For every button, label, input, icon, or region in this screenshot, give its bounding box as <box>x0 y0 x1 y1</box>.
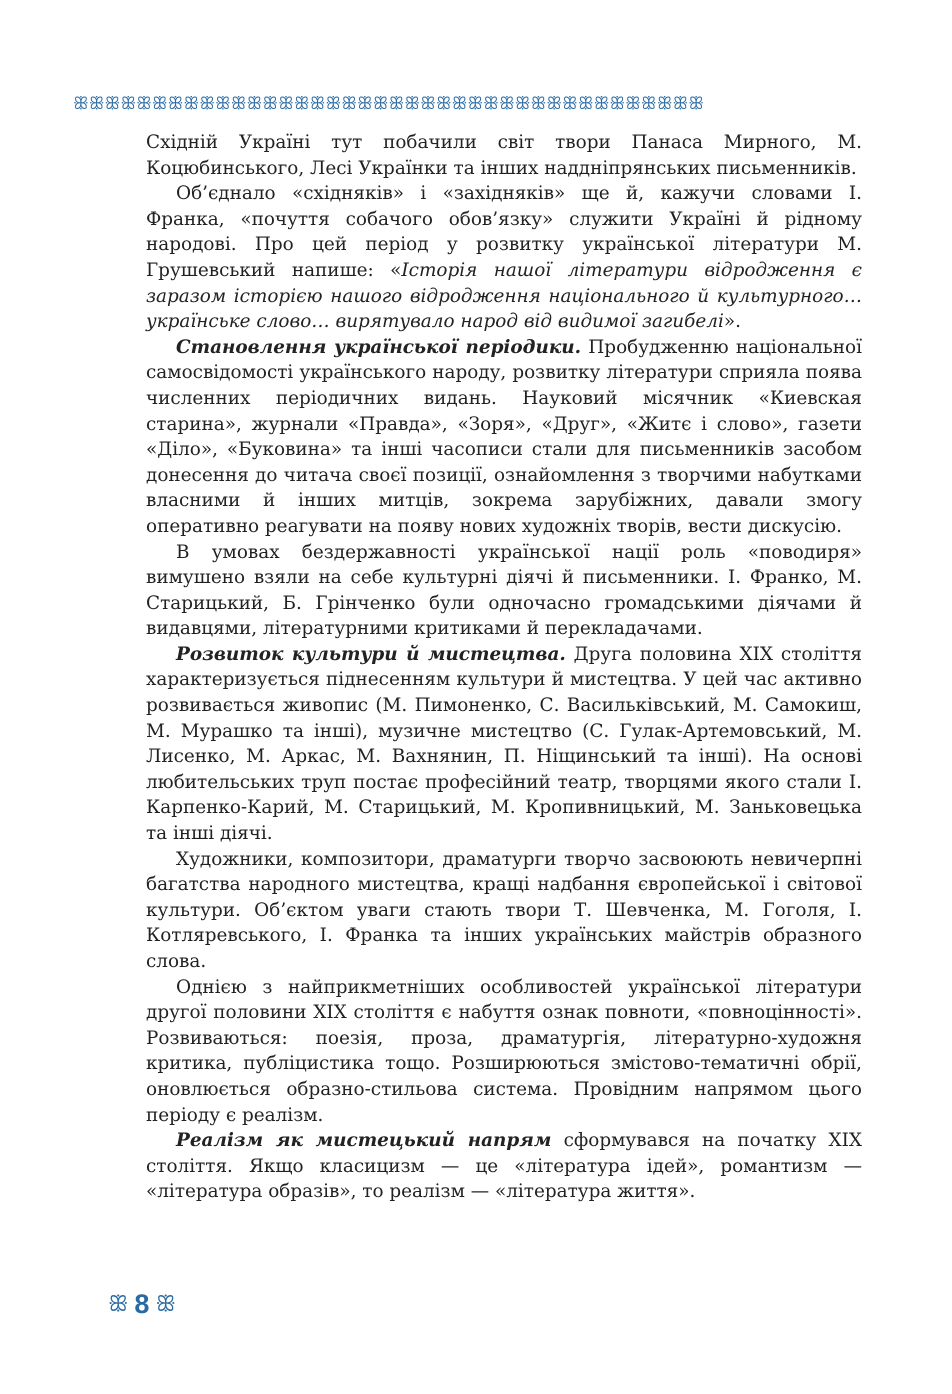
page-body <box>146 130 862 1205</box>
page-number: 8 <box>134 1288 150 1319</box>
paragraph-8-text: сформувався на початку XIX століття. Якщо класицизм — це «література ідей», романтизм — «література образів», то реалізм — «література життя». <box>146 1130 862 1203</box>
paragraph-5-text: Друга половина XIX століття характеризується піднесенням культури й мистецтва. У цей час активно розвивається живопис (М. Пимоненко, С. Васильківський, М. Самокиш, М. Мурашко та інші), музичне мистецтво (С. Гулак-Артемовський, М. Лисенко, М. Аркас, М. Вахнянин, П. Ніщинський та інші). На основі любительських труп постає професійний театр, творцями якого стали І. Карпенко-Карий, М. Старицький, М. Кропивницький, М. Заньковецька та інші діячі. <box>146 643 862 845</box>
section-heading-culture: Розвиток культури й мистецтва. <box>176 643 566 665</box>
paragraph-5 <box>146 642 862 847</box>
paragraph-3 <box>146 335 862 540</box>
right-ornament-icon: ꕥ <box>155 1291 176 1317</box>
paragraph-2-end: ». <box>723 311 741 333</box>
paragraph-8 <box>146 1128 862 1205</box>
grushevsky-quote: Історія нашої літератури відродження є заразом історією нашого відродження національного й культурного… українське слово… вирятувало народ від видимої загибелі <box>146 259 862 333</box>
paragraph-3-text: Пробудженню національної самосвідомості українського народу, розвитку літератури сприяла поява численних періодичних видань. Науковий місячник «Киевская старина», журнали «Правда», «Зоря», «Друг», «Житє і слово», газети «Діло», «Буковина» та інші часописи стали для письменників засобом донесення до читача своєї позиції, ознайомлення з творчими набутками власними й інших митців, зокрема зарубіжних, давали змогу оперативно реагувати на появу нових художніх творів, вести дискусію. <box>146 336 863 537</box>
section-heading-realism: Реалізм як мистецький напрям <box>176 1130 552 1152</box>
page-footer <box>108 1284 176 1324</box>
header-ornament: ꕥꕥꕥꕥꕥꕥꕥꕥꕥꕥꕥꕥꕥꕥꕥꕥꕥꕥꕥꕥꕥꕥꕥꕥꕥꕥꕥꕥꕥꕥꕥꕥꕥꕥꕥꕥꕥꕥꕥꕥ <box>73 94 705 114</box>
paragraph-2-text: Об’єднало «східняків» і «західняків» ще й, кажучи словами І. Франка, «почуття собачого обов’язку» служити Україні й рідному народові. Про цей період у розвитку української літератури М. Грушевський напише: « <box>146 183 862 281</box>
left-ornament-icon: ꕥ <box>108 1291 129 1317</box>
paragraph-2 <box>146 181 862 335</box>
paragraph-7: Однією з найприкметніших особливостей української літератури другої половини XIX століття є набуття ознак повноти, «повноцінності». Розвиваються: поезія, проза, драматургія, літературно-художня критика, публіцистика тощо. Розширюються змістово-тематичні обрії, оновлюється образно-стильова система. Провідним напрямом цього періоду є реалізм. <box>146 976 862 1126</box>
section-heading-periodicals: Становлення української періодики. <box>176 336 582 358</box>
paragraph-1: Східній Україні тут побачили світ твори Панаса Мирного, М. Коцюбинського, Лесі Українки та інших наддніпрянських письменників. <box>146 132 862 179</box>
paragraph-4: В умовах бездержавності української нації роль «поводиря» вимушено взяли на себе культурні діячі й письменники. І. Франко, М. Старицький, Б. Грінченко були одночасно громадськими діячами й видавцями, літературними критиками й перекладачами. <box>146 541 862 640</box>
paragraph-6: Художники, композитори, драматурги творчо засвоюють невичерпні багатства народного мистецтва, кращі надбання європейської і світової культури. Об’єктом уваги стають твори Т. Шевченка, М. Гоголя, І. Котляревського, І. Франка та інших українських майстрів образного слова. <box>146 848 862 972</box>
